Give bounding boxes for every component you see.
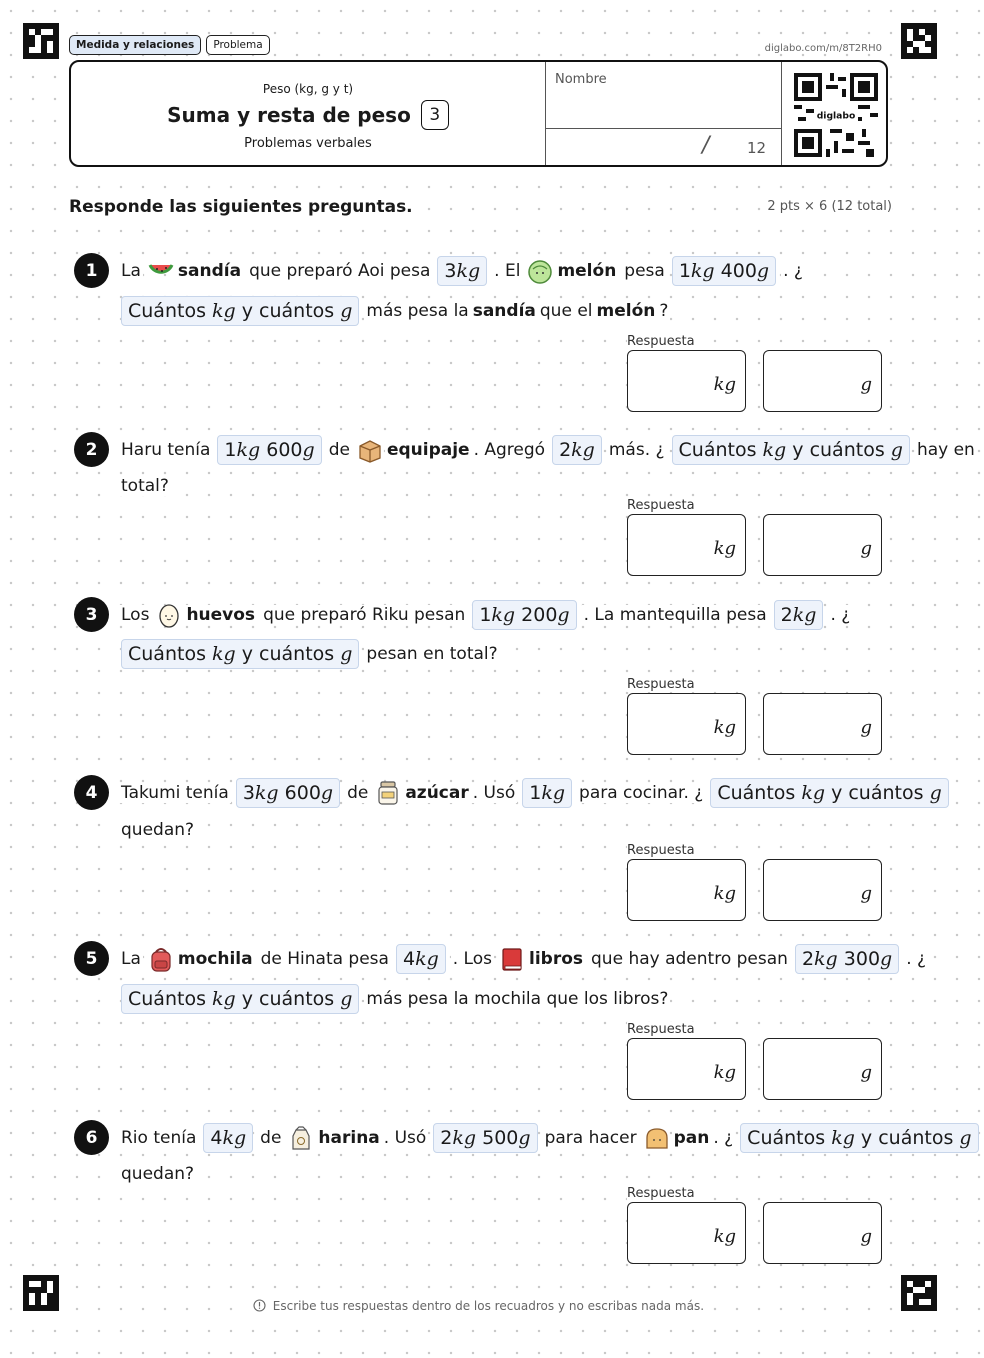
bread-icon bbox=[643, 1124, 671, 1152]
weight-chip: 1 kg bbox=[522, 778, 572, 808]
flour-bag-icon bbox=[287, 1124, 315, 1152]
weight-chip: 2 kg 300 g bbox=[795, 944, 899, 974]
header-description: Problemas verbales bbox=[244, 136, 372, 151]
weight-chip: 3 kg 600 g bbox=[236, 778, 340, 808]
luggage-box-icon bbox=[356, 436, 384, 464]
question-text-line: La sandía que preparó Aoi pesa 3 kg . El melón pesa 1 kg 400 g . ¿ bbox=[119, 254, 805, 288]
question-text-line: Takumi tenía 3 kg 600 g de azúcar . Usó 1 kg para cocinar. ¿ Cuántos kg y cuántos g bbox=[119, 776, 954, 810]
question-chip: Cuántos kg y cuántos g bbox=[740, 1123, 978, 1153]
question-text-line: La mochila de Hinata pesa 4 kg . Los libros que hay adentro pesan 2 kg 300 g . ¿ bbox=[119, 942, 928, 976]
answer-label: Respuesta bbox=[627, 1022, 698, 1037]
tag-row bbox=[69, 35, 270, 55]
corner-marker-top-left bbox=[23, 23, 59, 59]
question-text-line: Los huevos que preparó Riku pesan 1 kg 200 g . La mantequilla pesa 2 kg . ¿ bbox=[119, 598, 852, 632]
weight-chip: 4 kg bbox=[396, 944, 446, 974]
question-chip: Cuántos kg y cuántos g bbox=[672, 435, 910, 465]
question-text-line: Haru tenía 1 kg 600 g de equipaje . Agregó 2 kg más. ¿ Cuántos kg y cuántos g hay en bbox=[119, 433, 977, 467]
answer-box-g[interactable]: g bbox=[763, 1038, 882, 1100]
question-text-line: Cuántos kg y cuántos g más pesa la sandía que el melón ? bbox=[119, 294, 670, 328]
score-field[interactable] bbox=[545, 129, 782, 165]
score-slash: / bbox=[702, 133, 710, 158]
info-icon bbox=[253, 1299, 266, 1312]
score-total: 12 bbox=[747, 139, 767, 157]
answer-label: Respuesta bbox=[627, 677, 698, 692]
question-text-line: Rio tenía 4 kg de harina . Usó 2 kg 500 g para hacer pan . ¿ Cuántos kg y cuántos g bbox=[119, 1121, 984, 1155]
question-text-line: quedan? bbox=[121, 820, 195, 840]
type-tag: Problema bbox=[206, 35, 269, 55]
qr-code-area bbox=[781, 62, 889, 165]
question-number: 3 bbox=[74, 597, 109, 632]
sugar-jar-icon bbox=[374, 779, 402, 807]
answer-box-kg[interactable]: kg bbox=[627, 514, 746, 576]
worksheet-header bbox=[69, 60, 888, 167]
question-number: 2 bbox=[74, 432, 109, 467]
question-text-line: total? bbox=[121, 476, 169, 496]
answer-box-g[interactable]: g bbox=[763, 859, 882, 921]
question-chip: Cuántos kg y cuántos g bbox=[710, 778, 948, 808]
answer-box-g[interactable]: g bbox=[763, 693, 882, 755]
weight-chip: 1 kg 200 g bbox=[472, 600, 576, 630]
melon-icon bbox=[526, 257, 554, 285]
qr-brand-text: diglabo bbox=[816, 110, 856, 122]
backpack-icon bbox=[147, 945, 175, 973]
qr-code-icon bbox=[794, 73, 878, 157]
header-subtitle: Peso (kg, g y t) bbox=[262, 82, 354, 96]
points-summary: 2 pts × 6 (12 total) bbox=[767, 199, 892, 214]
answer-box-g[interactable]: g bbox=[763, 514, 882, 576]
weight-chip: 2 kg 500 g bbox=[433, 1123, 537, 1153]
question-number: 4 bbox=[74, 775, 109, 810]
category-tag: Medida y relaciones bbox=[69, 35, 201, 55]
name-label: Nombre bbox=[555, 72, 607, 87]
answer-box-kg[interactable]: kg bbox=[627, 1038, 746, 1100]
name-field[interactable] bbox=[545, 62, 782, 129]
answer-box-kg[interactable]: kg bbox=[627, 1202, 746, 1264]
question-number: 6 bbox=[74, 1120, 109, 1155]
weight-chip: 1 kg 600 g bbox=[217, 435, 321, 465]
question-chip: Cuántos kg y cuántos g bbox=[121, 296, 359, 326]
page-title: Suma y resta de peso bbox=[167, 103, 411, 127]
question-chip: Cuántos kg y cuántos g bbox=[121, 639, 359, 669]
question-chip: Cuántos kg y cuántos g bbox=[121, 984, 359, 1014]
answer-box-g[interactable]: g bbox=[763, 350, 882, 412]
answer-box-kg[interactable]: kg bbox=[627, 693, 746, 755]
question-text-line: quedan? bbox=[121, 1164, 195, 1184]
answer-label: Respuesta bbox=[627, 1186, 698, 1201]
question-text-line: Cuántos kg y cuántos g más pesa la mochila que los libros? bbox=[119, 982, 670, 1016]
worksheet-number-badge: 3 bbox=[421, 100, 449, 130]
corner-marker-top-right bbox=[901, 23, 937, 59]
weight-chip: 3 kg bbox=[437, 256, 487, 286]
answer-box-kg[interactable]: kg bbox=[627, 859, 746, 921]
question-text-line: Cuántos kg y cuántos g pesan en total? bbox=[119, 637, 500, 671]
weight-chip: 4 kg bbox=[203, 1123, 253, 1153]
footer-note: Escribe tus respuestas dentro de los recuadros y no escribas nada más. bbox=[0, 1299, 960, 1313]
header-title-area bbox=[71, 62, 545, 165]
weight-chip: 2 kg bbox=[552, 435, 602, 465]
answer-label: Respuesta bbox=[627, 843, 698, 858]
weight-chip: 2 kg bbox=[774, 600, 824, 630]
answer-box-kg[interactable]: kg bbox=[627, 350, 746, 412]
book-icon bbox=[498, 945, 526, 973]
question-number: 5 bbox=[74, 941, 109, 976]
worksheet-url: diglabo.com/m/8T2RH0 bbox=[764, 43, 882, 54]
watermelon-icon bbox=[147, 257, 175, 285]
egg-icon bbox=[155, 601, 183, 629]
answer-label: Respuesta bbox=[627, 334, 698, 349]
answer-box-g[interactable]: g bbox=[763, 1202, 882, 1264]
question-number: 1 bbox=[74, 253, 109, 288]
weight-chip: 1 kg 400 g bbox=[672, 256, 776, 286]
instructions: Responde las siguientes preguntas. bbox=[69, 197, 417, 217]
answer-label: Respuesta bbox=[627, 498, 698, 513]
